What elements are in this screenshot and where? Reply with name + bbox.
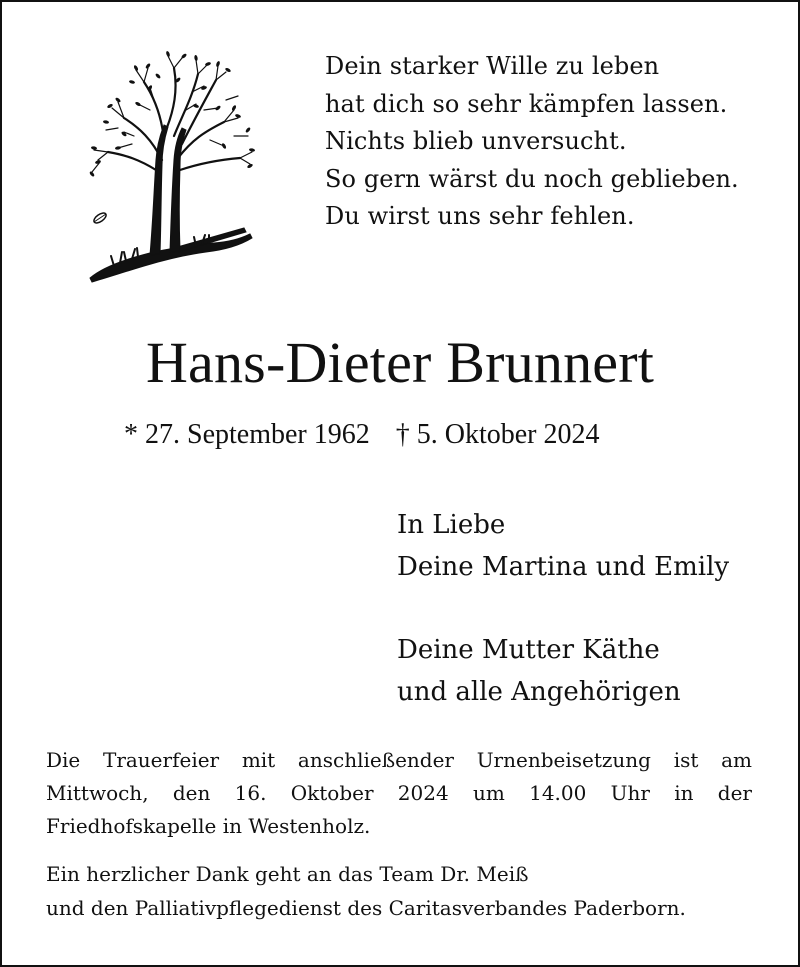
birth-date: * 27. September 1962	[124, 419, 370, 450]
poem-line: hat dich so sehr kämpfen lassen.	[325, 89, 728, 118]
deceased-name: Hans-Dieter Brunnert	[145, 330, 655, 395]
death-date: † 5. Oktober 2024	[395, 419, 600, 450]
memorial-poem	[325, 48, 739, 236]
family-line: In Liebe	[397, 510, 506, 540]
ceremony-line: Mittwoch, den 16. Oktober 2024 um 14.00 Uhr in der	[46, 781, 752, 805]
family-line: und alle Angehörigen	[397, 677, 681, 707]
thanks-notice	[46, 857, 686, 925]
ceremony-line: Friedhofskapelle in Westenholz.	[46, 814, 371, 838]
life-dates	[124, 416, 600, 454]
family-line: Deine Mutter Käthe	[397, 635, 660, 665]
family-line: Deine Martina und Emily	[397, 552, 730, 582]
thanks-line: und den Palliativpflegedienst des Caritasverbandes Paderborn.	[46, 896, 686, 920]
ceremony-line: Die Trauerfeier mit anschließender Urnenbeisetzung ist am	[46, 748, 752, 772]
thanks-line: Ein herzlicher Dank geht an das Team Dr. Meiß	[46, 862, 529, 886]
family-block-2	[397, 629, 729, 713]
ceremony-notice	[46, 744, 752, 843]
poem-line: Du wirst uns sehr fehlen.	[325, 202, 635, 230]
poem-line: So gern wärst du noch geblieben.	[325, 164, 739, 193]
tree-icon	[74, 40, 264, 285]
family-block-1	[397, 504, 729, 588]
poem-line: Nichts blieb unversucht.	[325, 127, 627, 155]
family-signature	[397, 504, 729, 713]
poem-line: Dein starker Wille zu leben	[325, 52, 660, 80]
